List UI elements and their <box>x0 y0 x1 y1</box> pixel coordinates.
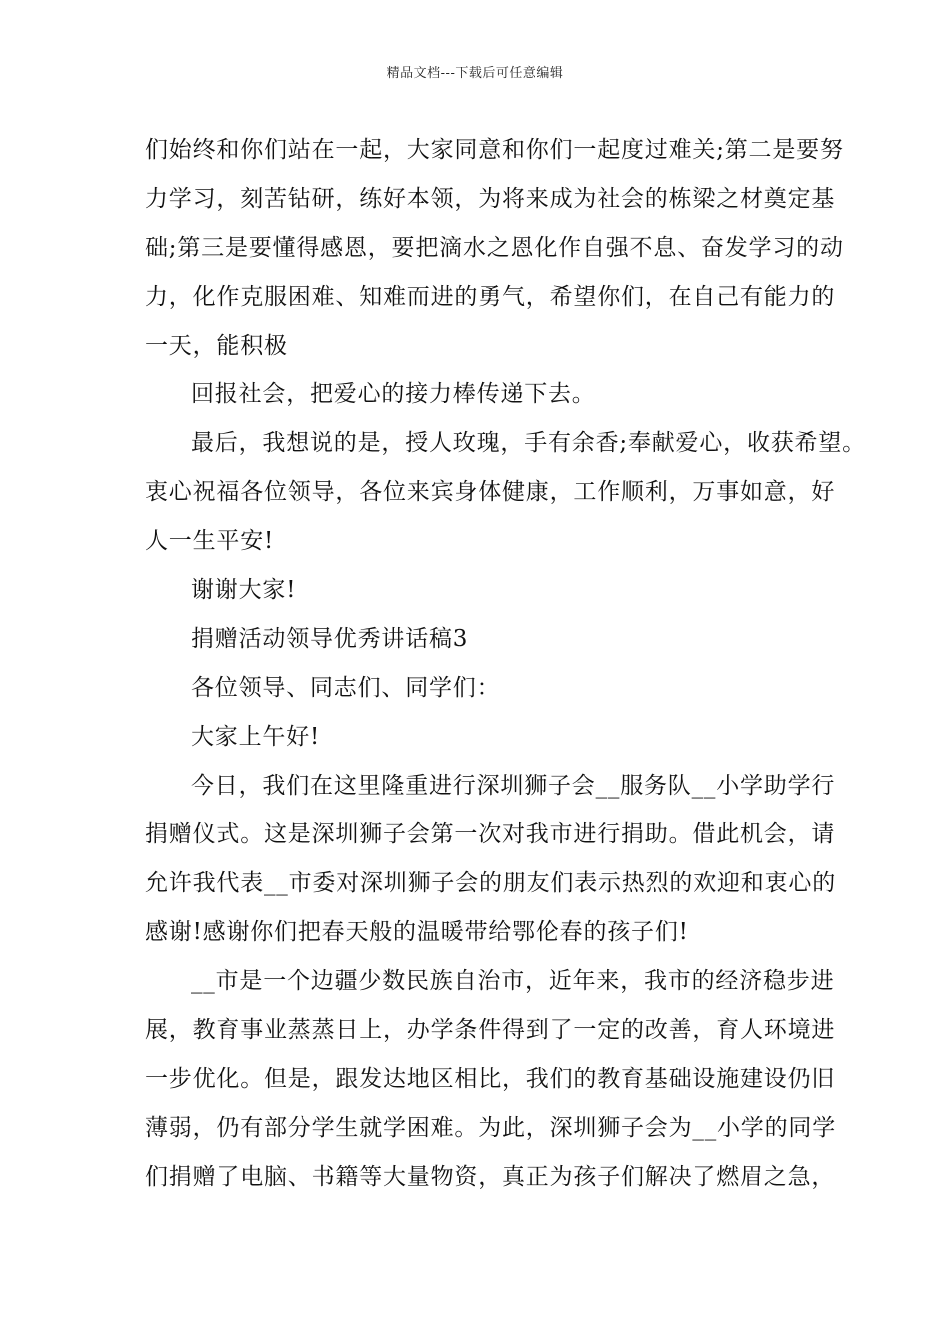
text-line: 一天，能积极 <box>145 332 288 359</box>
text-line: 捐赠仪式。这是深圳狮子会第一次对我市进行捐助。借此机会，请 <box>145 821 836 848</box>
text-line: 们始终和你们站在一起，大家同意和你们一起度过难关;第二是要努 <box>145 137 844 163</box>
text-line: 人一生平安! <box>145 528 275 555</box>
text-line: 感谢!感谢你们把春天般的温暖带给鄂伦春的孩子们! <box>145 919 689 946</box>
document-body <box>145 136 866 1212</box>
text-line: 们捐赠了电脑、书籍等大量物资，真正为孩子们解决了燃眉之急， <box>145 1163 836 1190</box>
text-line: 一步优化。但是，跟发达地区相比，我们的教育基础设施建设仍旧 <box>145 1065 836 1092</box>
text-line: 衷心祝福各位领导，各位来宾身体健康，工作顺利，万事如意，好 <box>145 479 836 506</box>
text-line: 展，教育事业蒸蒸日上，办学条件得到了一定的改善，育人环境进 <box>145 1017 836 1044</box>
text-line: 谢谢大家! <box>191 577 297 604</box>
text-line: 各位领导、同志们、同学们： <box>191 674 501 701</box>
text-line: __市是一个边疆少数民族自治市，近年来，我市的经济稳步进 <box>191 968 835 995</box>
text-line: 础;第三是要懂得感恩，要把滴水之恩化作自强不息、奋发学习的动 <box>145 234 844 261</box>
text-line: 力，化作克服困难、知难而进的勇气，希望你们，在自己有能力的 <box>145 283 836 310</box>
text-line: 最后，我想说的是，授人玫瑰，手有余香;奉献爱心，收获希望。 <box>191 430 866 457</box>
text-line: 薄弱，仍有部分学生就学困难。为此，深圳狮子会为__小学的同学 <box>145 1114 836 1141</box>
text-line: 回报社会，把爱心的接力棒传递下去。 <box>191 381 596 408</box>
text-line: 力学习，刻苦钻研，练好本领，为将来成为社会的栋梁之材奠定基 <box>145 185 836 212</box>
text-line: 允许我代表__市委对深圳狮子会的朋友们表示热烈的欢迎和衷心的 <box>145 870 836 897</box>
text-line: 今日，我们在这里隆重进行深圳狮子会__服务队__小学助学行 <box>191 772 836 799</box>
text-line: 大家上午好! <box>191 723 321 750</box>
section-title: 捐赠活动领导优秀讲话稿3 <box>191 625 469 652</box>
page-header: 精品文档---下载后可任意编辑 <box>386 66 564 81</box>
